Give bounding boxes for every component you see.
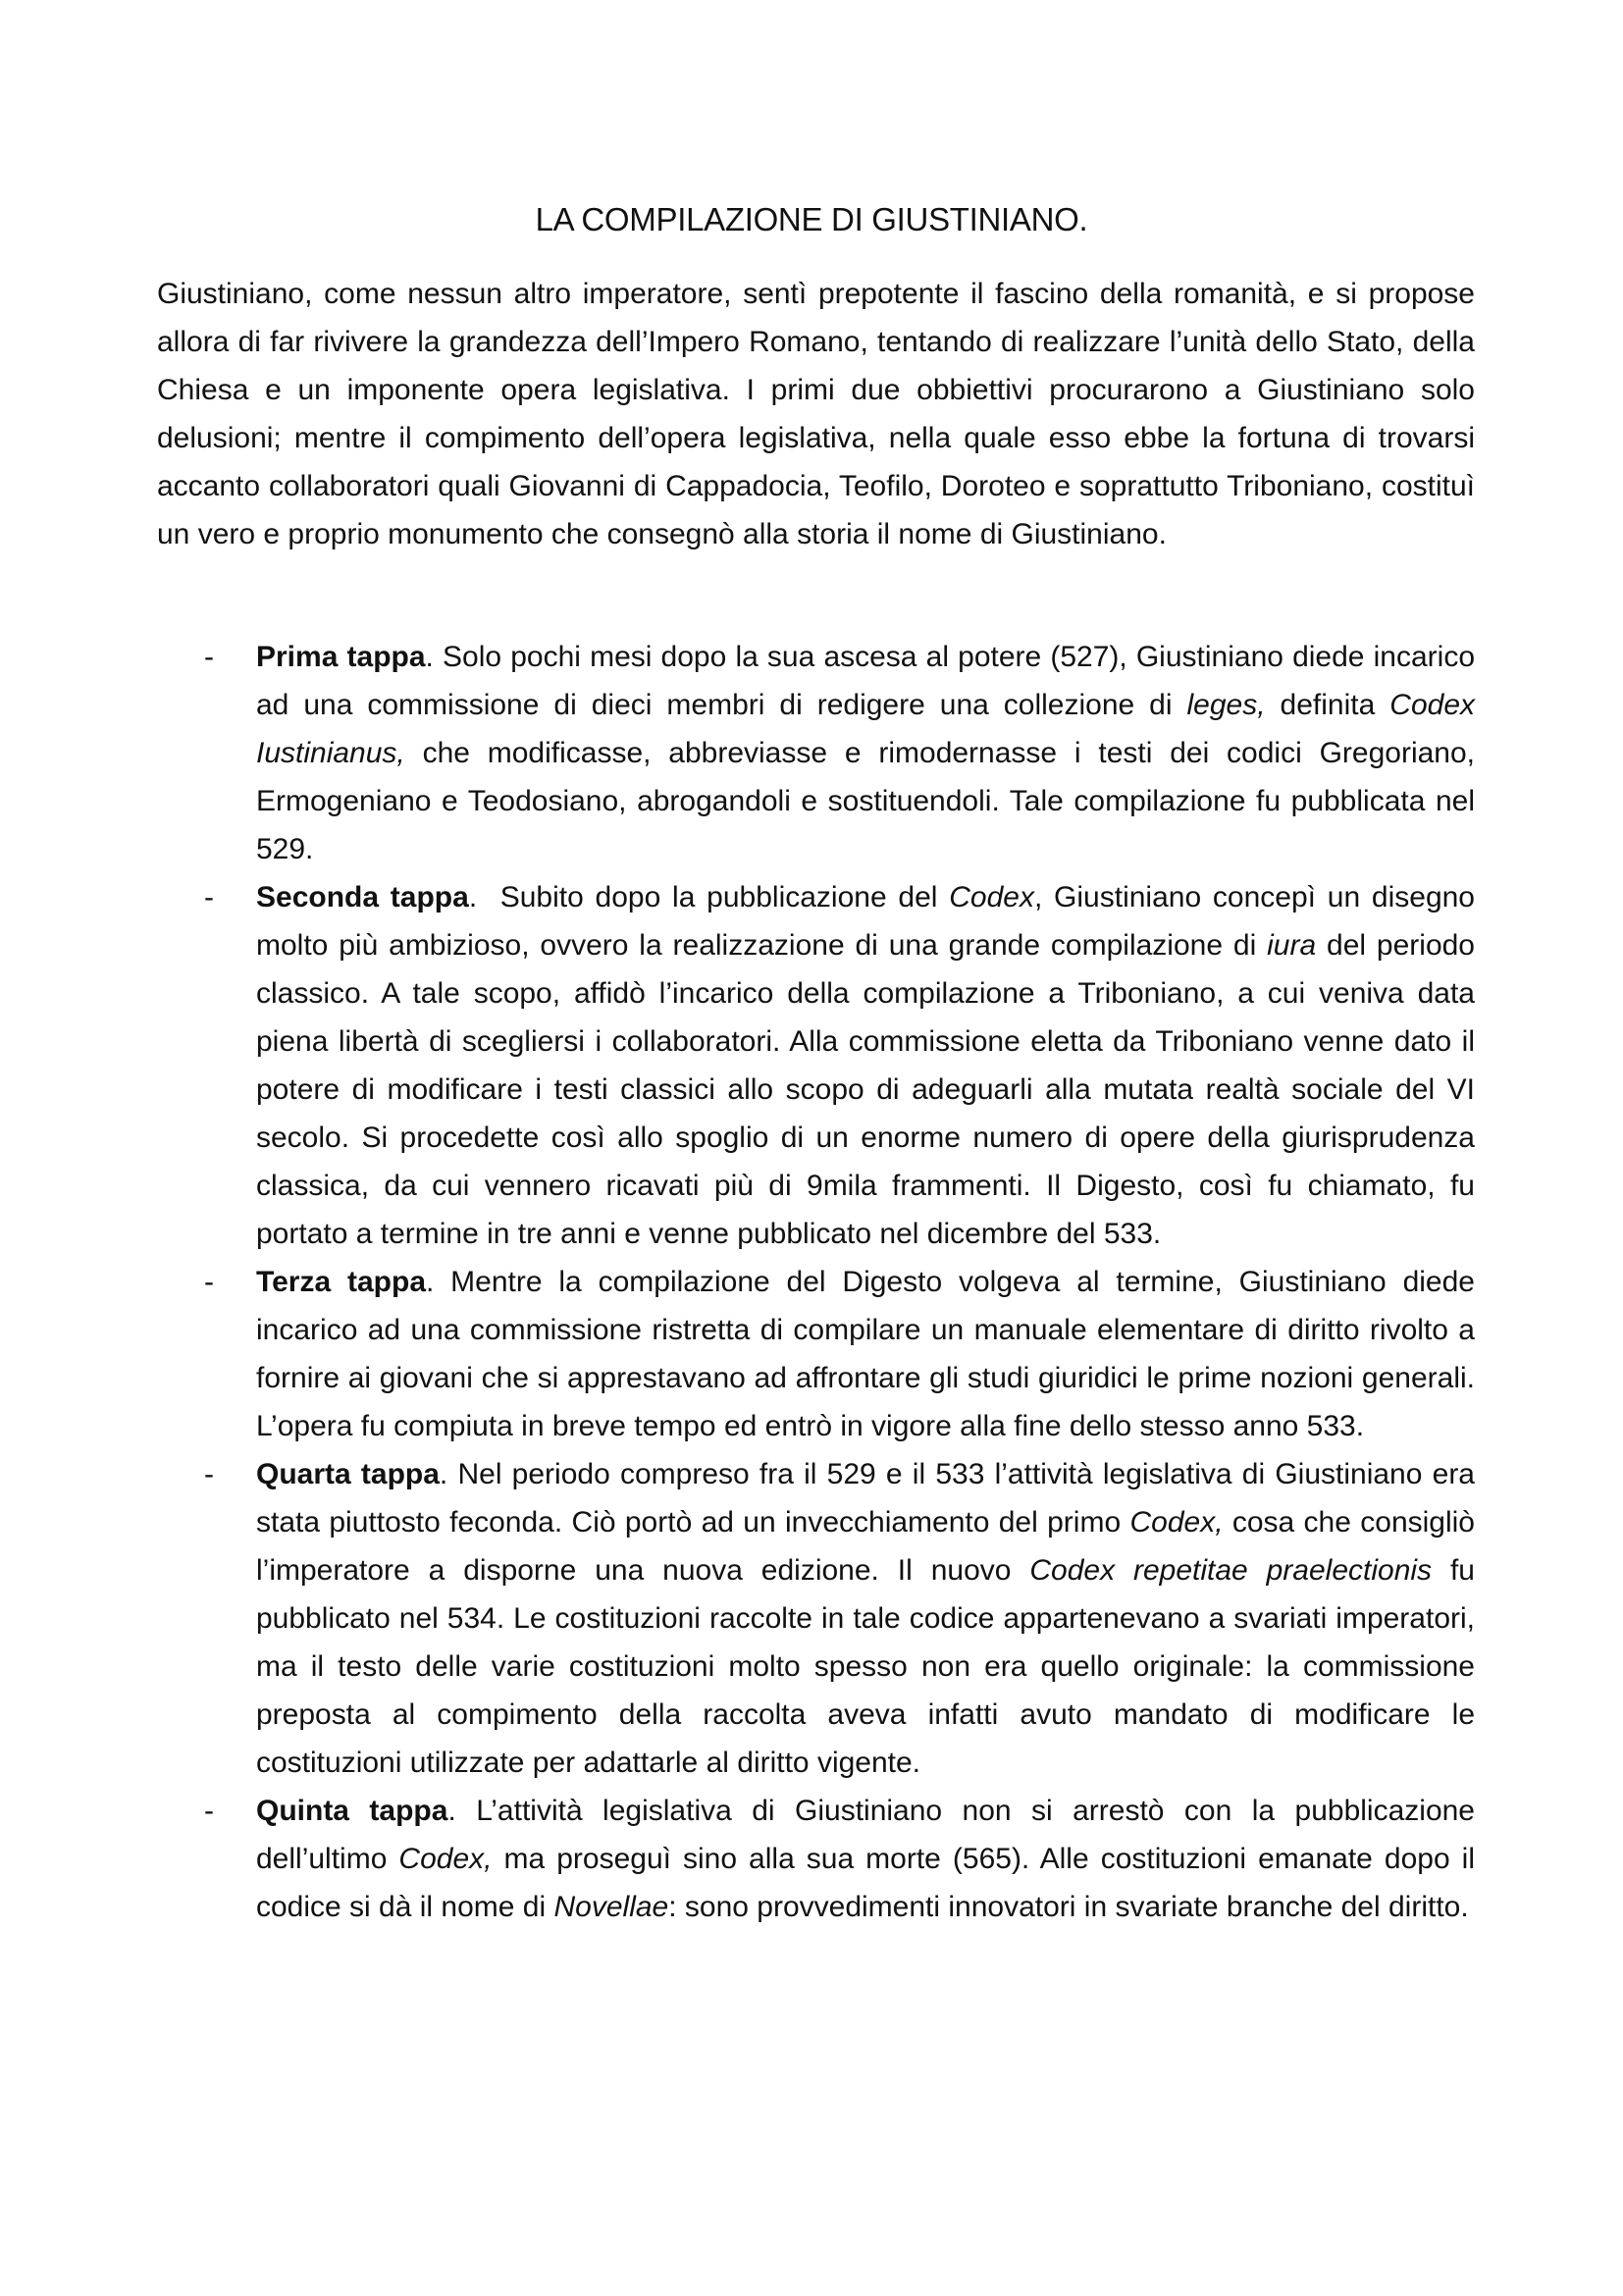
stage-text: . Nel periodo compreso fra il 529 e il 533 l’attività legislativa di Giustiniano era stata piuttosto feconda. Ciò portò ad un invecchiamento del primo [256,1458,1475,1539]
list-item-quinta-tappa [157,1787,1475,1931]
list-item-quarta-tappa [157,1450,1475,1787]
bullet-dash: - [204,1266,214,1298]
list-item-prima-tappa [157,633,1475,873]
stage-heading: Quinta tappa [256,1795,448,1827]
bullet-dash: - [204,1795,214,1827]
list-item-terza-tappa [157,1258,1475,1450]
stage-heading: Prima tappa [256,641,426,673]
stage-text: cosa che consigliò l’imperatore a disporne una nuova edizione. Il nuovo [256,1506,1475,1587]
stage-italic-term: Codex, [398,1843,493,1875]
list-item-seconda-tappa [157,873,1475,1258]
stage-text: che modificasse, abbreviasse e rimodernasse i testi dei codici Gregoriano, Ermogeniano e Teodosiano, abrogandoli e sostituendoli. Tale compilazione fu pubblicata nel 529. [256,737,1475,865]
bullet-dash: - [204,1458,214,1490]
stage-italic-term: Novellae [553,1891,669,1923]
stage-text: del periodo classico. A tale scopo, affidò l’incarico della compilazione a Triboniano, a cui veniva data piena libertà di scegliersi i collaboratori. Alla commissione eletta da Triboniano venne dato il potere di modificare i testi classici allo scopo di adeguarli alla mutata realtà sociale del VI secolo. Si procedette così allo spoglio di un enorme numero di opere della giurisprudenza classica, da cui vennero ricavati più di 9mila frammenti. Il Digesto, così fu chiamato, fu portato a termine in tre anni e venne pubblicato nel dicembre del 533. [256,929,1475,1250]
stages-list [157,633,1475,1931]
stage-text: . Solo pochi mesi dopo la sua ascesa al potere (527), Giustiniano diede incarico ad una commissione di dieci membri di redigere una collezione di [256,641,1476,721]
stage-italic-term: Codex, [1129,1506,1224,1539]
stage-text: . Mentre la compilazione del Digesto volgeva al termine, Giustiniano diede incarico ad una commissione ristretta di compilare un manuale elementare di diritto rivolto a fornire ai giovani che si apprestavano ad affrontare gli studi giuridici le prime nozioni generali. L’opera fu compiuta in breve tempo ed entrò in vigore alla fine dello stesso anno 533. [256,1266,1475,1442]
stage-text: : sono provvedimenti innovatori in svariate branche del diritto. [668,1891,1469,1923]
stage-heading: Quarta tappa [256,1458,440,1490]
stage-italic-term: leges, [1186,689,1266,721]
stage-italic-term: Codex repetitae praelectionis [1029,1554,1433,1587]
stage-text: . Subito dopo la pubblicazione del [468,881,950,913]
stage-heading: Terza tappa [256,1266,426,1298]
bullet-dash: - [204,641,214,673]
stage-italic-term: Codex [949,881,1034,913]
stage-text: . L’attività legislativa di Giustiniano non si arrestò con la pubblicazione dell’ultimo [256,1795,1475,1875]
stage-text: ma proseguì sino alla sua morte (565). Alle costituzioni emanate dopo il codice si dà il nome di [256,1843,1475,1923]
stage-heading: Seconda tappa [256,881,469,913]
stage-italic-term: iura [1267,929,1317,962]
stage-text: fu pubblicato nel 534. Le costituzioni raccolte in tale codice appartenevano a svariati imperatori, ma il testo delle varie costituzioni molto spesso non era quello originale: la commissione preposta al compimento della raccolta aveva infatti avuto mandato di modificare le costituzioni utilizzate per adattarle al diritto vigente. [256,1554,1475,1779]
stage-text: , Giustiniano concepì un disegno molto più ambizioso, ovvero la realizzazione di una grande compilazione di [256,881,1475,962]
stage-italic-term: Codex Iustinianus, [256,689,1475,769]
stage-text: definita [1265,689,1390,721]
intro-paragraph: Giustiniano, come nessun altro imperatore, sentì prepotente il fascino della romanità, e si propose allora di far rivivere la grandezza dell’Impero Romano, tentando di realizzare l’unità dello Stato, della Chiesa e un imponente opera legislativa. I primi due obbiettivi procurarono a Giustiniano solo delusioni; mentre il compimento dell’opera legislativa, nella quale esso ebbe la fortuna di trovarsi accanto collaboratori quali Giovanni di Cappadocia, Teofilo, Doroteo e soprattutto Triboniano, costituì un vero e proprio monumento che consegnò alla storia il nome di Giustiniano. [157,278,1475,550]
page-title: LA COMPILAZIONE DI GIUSTINIANO. [535,201,1088,237]
bullet-dash: - [204,881,214,913]
